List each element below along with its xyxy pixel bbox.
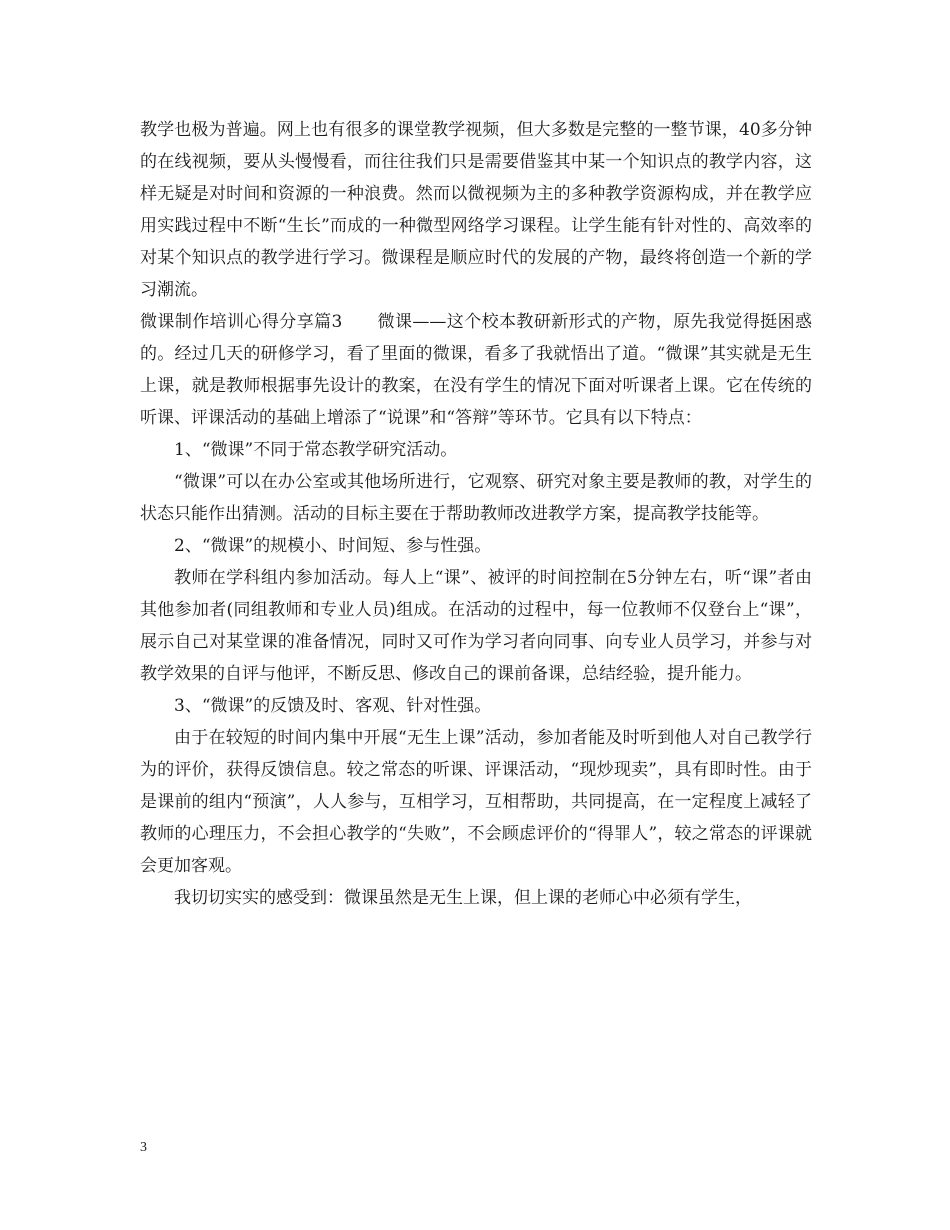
page-number: 3 bbox=[140, 1140, 147, 1155]
document-body bbox=[140, 114, 812, 914]
paragraph-8: 由于在较短的时间内集中开展“无生上课”活动，参加者能及时听到他人对自己教学行为的评价，获得反馈信息。较之常态的听课、评课活动，“现炒现卖”，具有即时性。由于是课前的组内“预演”，人人参与，互相学习，互相帮助，共同提高，在一定程度上减轻了教师的心理压力，不会担心教学的“失败”，不会顾虑评价的“得罪人”，较之常态的评课就会更加客观。 bbox=[140, 728, 812, 876]
paragraph-1: 教学也极为普遍。网上也有很多的课堂教学视频，但大多数是完整的一整节课，40多分钟的在线视频，要从头慢慢看，而往往我们只是需要借鉴其中某一个知识点的教学内容，这样无疑是对时间和资源的一种浪费。然而以微视频为主的多种教学资源构成，并在教学应用实践过程中不断“生长”而成的一种微型网络学习课程。让学生能有针对性的、高效率的对某个知识点的教学进行学习。微课程是顺应时代的发展的产物，最终将创造一个新的学习潮流。 bbox=[140, 120, 812, 300]
paragraph-5: 2、“微课”的规模小、时间短、参与性强。 bbox=[174, 536, 492, 556]
paragraph-9: 我切切实实的感受到：微课虽然是无生上课，但上课的老师心中必须有学生， bbox=[174, 888, 752, 908]
paragraph-6: 教师在学科组内参加活动。每人上“课”、被评的时间控制在5分钟左右，听“课”者由其他参加者(同组教师和专业人员)组成。在活动的过程中，每一位教师不仅登台上“课”，展示自己对某堂课的准备情况，同时又可作为学习者向同事、向专业人员学习，并参与对教学效果的自评与他评，不断反思、修改自己的课前备课，总结经验，提升能力。 bbox=[140, 568, 812, 684]
paragraph-2: 微课制作培训心得分享篇3 微课——这个校本教研新形式的产物，原先我觉得挺困惑的。经过几天的研修学习，看了里面的微课，看多了我就悟出了道。“微课”其实就是无生上课，就是教师根据事先设计的教案，在没有学生的情况下面对听课者上课。它在传统的听课、评课活动的基础上增添了“说课”和“答辩”等环节。它具有以下特点： bbox=[140, 312, 812, 428]
paragraph-3: 1、“微课”不同于常态教学研究活动。 bbox=[174, 440, 458, 460]
paragraph-4: “微课”可以在办公室或其他场所进行，它观察、研究对象主要是教师的教，对学生的状态只能作出猜测。活动的目标主要在于帮助教师改进教学方案，提高教学技能等。 bbox=[140, 472, 812, 524]
paragraph-7: 3、“微课”的反馈及时、客观、针对性强。 bbox=[174, 696, 492, 716]
